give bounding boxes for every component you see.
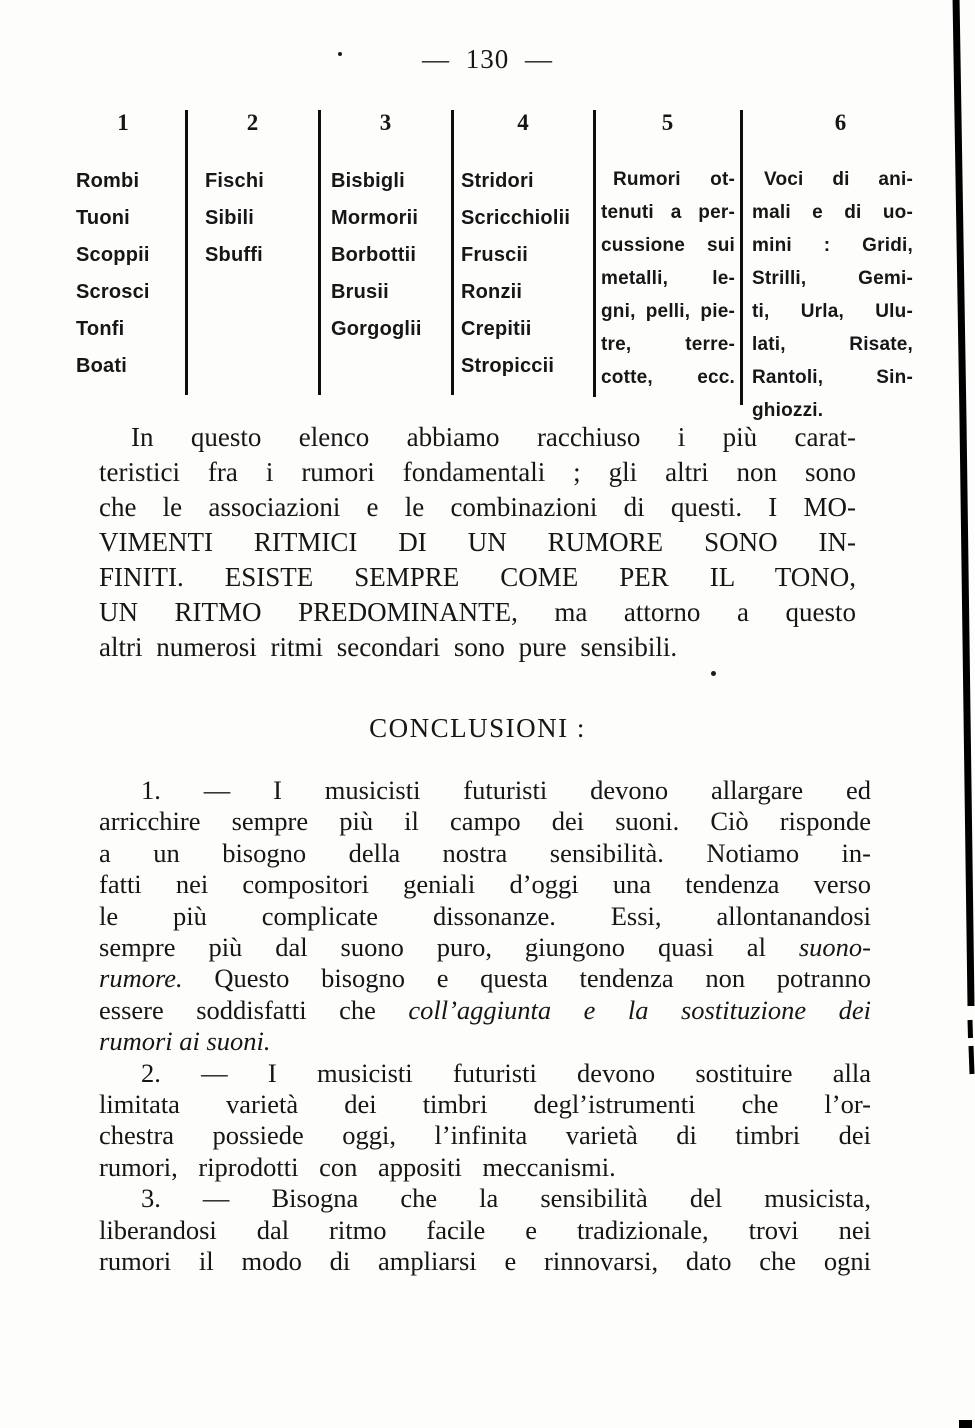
noise-item: lati, Risate, bbox=[752, 334, 913, 355]
text-line bbox=[99, 420, 856, 455]
text-segment: sempre più dal suono puro, giungono quasi al bbox=[99, 932, 799, 963]
noise-item: Rumori ot- bbox=[613, 169, 735, 190]
noise-item: mali e di uo- bbox=[752, 202, 913, 223]
text-line bbox=[99, 455, 856, 490]
text-line bbox=[99, 775, 871, 806]
text-line bbox=[99, 1152, 871, 1183]
noise-item: gni, pelli, pie- bbox=[601, 301, 735, 322]
table-column-4 bbox=[452, 108, 594, 458]
noise-item: Scricchiolii bbox=[461, 207, 571, 229]
page-bottom-mark bbox=[959, 1420, 972, 1428]
noise-item: cotte, ecc. bbox=[601, 367, 735, 388]
table-column-3 bbox=[319, 108, 452, 458]
text-segment: 3. — Bisogna che la sensibilità del musicista, bbox=[141, 1183, 871, 1214]
text-line bbox=[99, 806, 871, 837]
noise-item: Scrosci bbox=[76, 281, 150, 303]
text-line bbox=[99, 1058, 871, 1089]
text-line bbox=[99, 869, 871, 900]
text-segment: le più complicate dissonanze. Essi, allontanandosi bbox=[99, 900, 871, 931]
text-segment: rumori il modo di ampliarsi e rinnovarsi, dato che ogni bbox=[99, 1246, 871, 1277]
ink-speck bbox=[338, 52, 342, 56]
intro-paragraph bbox=[99, 420, 856, 665]
italic-text: rumori ai suoni. bbox=[99, 1026, 271, 1057]
text-segment: che le associazioni e le combinazioni di questi. I MO- bbox=[99, 492, 856, 522]
noise-item: Boati bbox=[76, 355, 127, 377]
table-divider bbox=[185, 110, 188, 395]
column-number: 2 bbox=[246, 110, 259, 135]
noise-item: Stropiccii bbox=[461, 355, 555, 377]
text-line bbox=[99, 1026, 871, 1057]
noise-item: tre, terre- bbox=[601, 334, 735, 355]
text-line bbox=[99, 838, 871, 869]
noise-item: Ronzii bbox=[461, 281, 523, 303]
italic-text: rumore. bbox=[99, 963, 183, 994]
noise-item: Brusii bbox=[331, 281, 389, 303]
noise-item: Tuoni bbox=[76, 207, 130, 229]
text-segment: liberandosi dal ritmo facile e tradizionale, trovi nei bbox=[99, 1214, 871, 1245]
column-items bbox=[741, 163, 940, 427]
column-number: 1 bbox=[117, 110, 129, 135]
noise-item: Scoppii bbox=[76, 244, 150, 266]
noise-item: Sbuffi bbox=[205, 244, 263, 266]
noise-item: Rombi bbox=[76, 170, 140, 192]
noise-item: metalli, le- bbox=[601, 268, 735, 289]
column-number: 4 bbox=[517, 110, 529, 135]
table-column-1 bbox=[60, 108, 186, 458]
text-line bbox=[99, 932, 871, 963]
noise-item: Bisbigli bbox=[331, 170, 405, 192]
column-number: 6 bbox=[834, 110, 847, 135]
noise-item: Fruscii bbox=[461, 244, 528, 266]
ink-speck bbox=[711, 671, 716, 676]
text-segment: 1. — I musicisti futuristi devono allargare ed bbox=[141, 775, 871, 805]
conclusion-paragraph bbox=[99, 775, 871, 1058]
column-items bbox=[594, 163, 741, 394]
text-line bbox=[99, 1246, 871, 1277]
conclusion-paragraph bbox=[99, 1058, 871, 1184]
noise-item: Crepitii bbox=[461, 318, 532, 340]
table-column-2 bbox=[186, 108, 319, 458]
column-items bbox=[186, 163, 319, 274]
text-line bbox=[99, 525, 856, 560]
conclusion-paragraph bbox=[99, 1183, 871, 1277]
table-divider bbox=[318, 110, 321, 395]
text-line bbox=[99, 1089, 871, 1120]
noise-item: Tonfi bbox=[76, 318, 125, 340]
text-segment: a un bisogno della nostra sensibilità. Notiamo in- bbox=[99, 837, 871, 868]
noise-item: Stridori bbox=[461, 170, 534, 192]
page-number: — 130 — bbox=[422, 44, 553, 74]
text-segment: limitata varietà dei timbri degl’istrumenti che l’or- bbox=[99, 1089, 871, 1120]
text-segment: arricchire sempre più il campo dei suoni. Ciò risponde bbox=[99, 806, 871, 837]
text-segment: Questo bisogno e questa tendenza non potranno bbox=[182, 963, 871, 994]
noise-item: mini : Gridi, bbox=[752, 235, 913, 256]
text-line bbox=[99, 490, 856, 525]
italic-text: suono- bbox=[798, 932, 871, 963]
column-items bbox=[60, 163, 186, 385]
noise-item: Mormorii bbox=[331, 207, 419, 229]
table-column-5 bbox=[594, 108, 741, 458]
noise-item: Rantoli, Sin- bbox=[752, 367, 913, 388]
text-segment: FINITI. ESISTE SEMPRE COME PER IL TONO, bbox=[99, 562, 856, 592]
table-divider bbox=[451, 110, 454, 395]
column-items bbox=[319, 163, 452, 348]
column-number: 3 bbox=[379, 110, 392, 135]
text-line bbox=[99, 995, 871, 1026]
text-segment: fatti nei compositori geniali d’oggi una tendenza verso bbox=[99, 869, 871, 900]
text-segment: VIMENTI RITMICI DI UN RUMORE SONO IN- bbox=[99, 527, 856, 557]
text-segment: essere soddisfatti che bbox=[99, 994, 409, 1025]
text-segment: rumori, riprodotti con appositi meccanismi. bbox=[99, 1151, 616, 1182]
noise-item: ti, Urla, Ulu- bbox=[752, 301, 913, 322]
text-segment: UN RITMO PREDOMINANTE, ma attorno a questo bbox=[99, 597, 856, 627]
text-segment: In questo elenco abbiamo racchiuso i più carat- bbox=[131, 422, 856, 452]
text-line bbox=[99, 1120, 871, 1151]
text-line bbox=[99, 901, 871, 932]
text-line bbox=[99, 560, 856, 595]
table-divider bbox=[740, 110, 743, 405]
noise-item: Borbottii bbox=[331, 244, 417, 266]
italic-text: coll’aggiunta e la sostituzione dei bbox=[408, 994, 871, 1025]
noise-item: Gorgoglii bbox=[331, 318, 422, 340]
text-line bbox=[99, 1183, 871, 1214]
noise-item: Strilli, Gemi- bbox=[752, 268, 913, 289]
text-segment: 2. — I musicisti futuristi devono sostituire alla bbox=[141, 1057, 871, 1088]
noise-item: tenuti a per- bbox=[601, 202, 735, 223]
text-line bbox=[99, 963, 871, 994]
noise-table bbox=[60, 108, 940, 458]
conclusions-section bbox=[99, 775, 871, 1278]
table-divider bbox=[593, 110, 596, 397]
text-line bbox=[99, 1215, 871, 1246]
text-line bbox=[99, 595, 856, 630]
noise-item: Sibili bbox=[205, 207, 254, 229]
text-segment: altri numerosi ritmi secondari sono pure sensibili. bbox=[99, 632, 678, 662]
column-number: 5 bbox=[661, 110, 674, 135]
noise-item: cussione sui bbox=[601, 235, 735, 256]
table-column-6 bbox=[741, 108, 940, 458]
conclusions-heading: CONCLUSIONI : bbox=[369, 713, 586, 743]
noise-item: Voci di ani- bbox=[764, 169, 913, 190]
column-items bbox=[452, 163, 594, 385]
noise-item: Fischi bbox=[205, 170, 264, 192]
text-line bbox=[99, 630, 856, 665]
text-segment: chestra possiede oggi, l’infinita varietà di timbri dei bbox=[99, 1120, 871, 1151]
noise-item: ghiozzi. bbox=[752, 400, 824, 421]
text-segment: teristici fra i rumori fondamentali ; gli altri non sono bbox=[99, 457, 856, 487]
